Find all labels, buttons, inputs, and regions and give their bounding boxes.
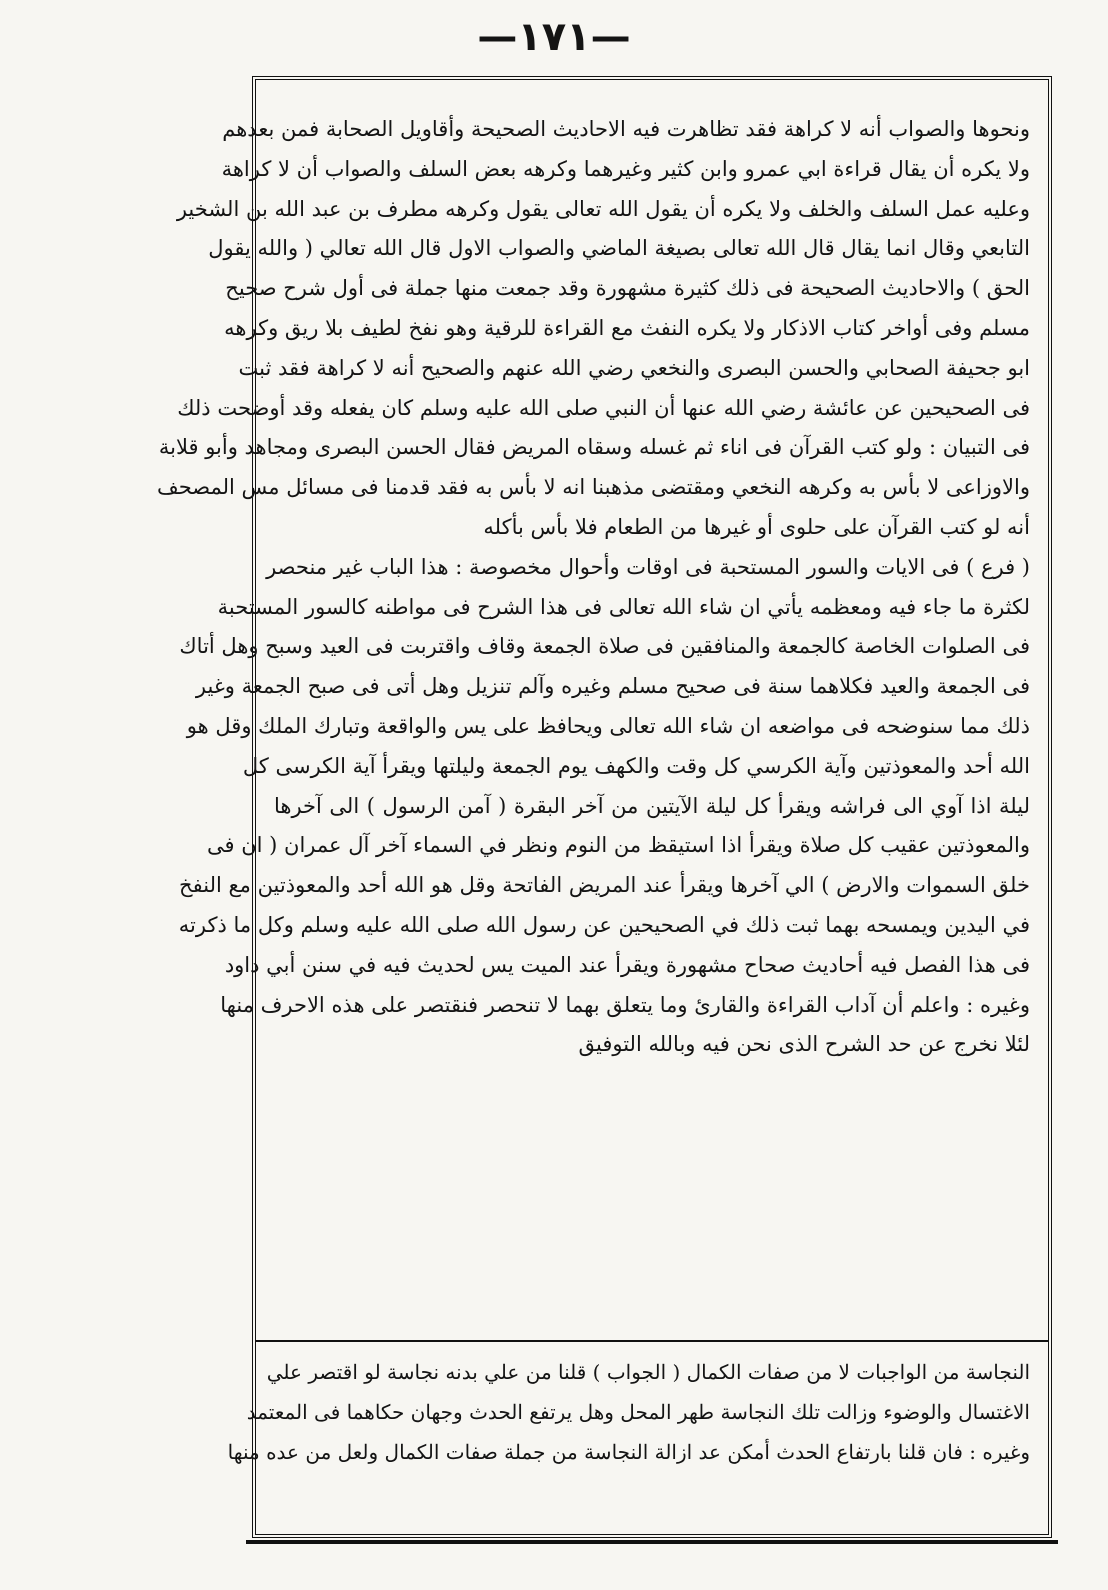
text-line: ( فرع ) فى الايات والسور المستحبة فى اوقات وأحوال مخصوصة : هذا الباب غير منحصر	[266, 554, 1030, 579]
text-line: والاوزاعى لا بأس به وكرهه النخعي ومقتضى مذهبنا انه لا بأس به فقد قدمنا فى مسائل مس المصحف	[156, 475, 1030, 500]
footnote-line: وغيره : فان قلنا بارتفاع الحدث أمكن عد ازالة النجاسة من جملة صفات الكمال ولعل من عده منها	[227, 1440, 1030, 1464]
text-line: وغيره : واعلم أن آداب القراءة والقارئ وما يتعلق بهما لا تنحصر فنقتصر على هذه الاحرف منها	[220, 992, 1030, 1017]
text-line: فى الصحيحين عن عائشة رضي الله عنها أن النبي صلى الله عليه وسلم كان يفعله وقد أوضحت ذلك	[177, 395, 1030, 420]
text-line: خلق السموات والارض ) الي آخرها ويقرأ عند المريض الفاتحة وقل هو الله أحد والمعوذتين مع النفخ	[179, 873, 1030, 898]
text-line: والمعوذتين عقيب كل صلاة ويقرأ اذا استيقظ من النوم ونظر في السماء آخر آل عمران ( ان فى	[207, 833, 1030, 858]
main-body-text	[156, 110, 1030, 1065]
text-line: لئلا نخرج عن حد الشرح الذى نحن فيه وبالله التوفيق	[578, 1032, 1030, 1057]
text-line: لكثرة ما جاء فيه ومعظمه يأتي ان شاء الله تعالى فى هذا الشرح فى مواطنه كالسور المستحبة	[217, 594, 1030, 619]
text-line: ذلك مما سنوضحه فى مواضعه ان شاء الله تعالى ويحافظ على يس والواقعة وتبارك الملك وقل هو	[186, 713, 1030, 738]
text-line: التابعي وقال انما يقال قال الله تعالى بصيغة الماضي والصواب الاول قال الله تعالي ( والله يقول	[208, 236, 1030, 261]
text-line: فى التبيان : ولو كتب القرآن فى اناء ثم غسله وسقاه المريض فقال الحسن البصرى ومجاهد وأبو قلابة	[158, 435, 1030, 460]
footnote-line: الاغتسال والوضوء وزالت تلك النجاسة طهر المحل وهل يرتفع الحدث وجهان حكاهما فى المعتمد	[246, 1400, 1030, 1424]
text-line: وعليه عمل السلف والخلف ولا يكره أن يقول الله تعالى يقول وكرهه مطرف بن عبد الله بن الشخير	[176, 196, 1030, 221]
text-line: فى هذا الفصل فيه أحاديث صحاح مشهورة ويقرأ عند الميت يس لحديث فيه في سنن أبي داود	[224, 952, 1030, 977]
text-line: ولا يكره أن يقال قراءة ابي عمرو وابن كثير وغيرهما وكرهه بعض السلف والصواب أن لا كراهة	[221, 156, 1030, 181]
text-line: الله أحد والمعوذتين وآية الكرسي كل وقت والكهف يوم الجمعة وليلتها ويقرأ آية الكرسى كل	[242, 753, 1030, 778]
page-number: —١٧١—	[477, 14, 631, 60]
text-line: ليلة اذا آوي الى فراشه ويقرأ كل ليلة الآيتين من آخر البقرة ( آمن الرسول ) الى آخرها	[274, 793, 1030, 818]
text-line: ابو جحيفة الصحابي والحسن البصرى والنخعي رضي الله عنهم والصحيح أنه لا كراهة فقد ثبت	[238, 355, 1030, 380]
text-line: مسلم وفى أواخر كتاب الاذكار ولا يكره النفث مع القراءة للرقية وهو نفخ لطيف بلا ريق وكرهه	[224, 315, 1030, 340]
text-line: الحق ) والاحاديث الصحيحة فى ذلك كثيرة مشهورة وقد جمعت منها جملة فى أول شرح صحيح	[225, 276, 1030, 301]
text-line: في اليدين ويمسحه بهما ثبت ذلك في الصحيحين عن رسول الله صلى الله عليه وسلم وكل ما ذكرته	[178, 912, 1030, 937]
text-line: فى الجمعة والعيد فكلاهما سنة فى صحيح مسلم وغيره وآلم تنزيل وهل أتى فى صبح الجمعة وغير	[195, 674, 1030, 699]
footnote-text	[227, 1352, 1030, 1472]
page-frame	[156, 76, 1052, 1538]
text-line: فى الصلوات الخاصة كالجمعة والمنافقين فى صلاة الجمعة وقاف واقتربت فى العيد وسبح وهل أتاك	[179, 634, 1030, 659]
footnote-line: النجاسة من الواجبات لا من صفات الكمال ( الجواب ) قلنا من علي بدنه نجاسة لو اقتصر علي	[266, 1360, 1030, 1384]
text-line: ونحوها والصواب أنه لا كراهة فقد تظاهرت فيه الاحاديث الصحيحة وأقاويل الصحابة فمن بعدهم	[222, 117, 1030, 141]
text-line: أنه لو كتب القرآن على حلوى أو غيرها من الطعام فلا بأس بأكله	[483, 514, 1030, 539]
footnote-separator	[256, 1340, 1048, 1342]
